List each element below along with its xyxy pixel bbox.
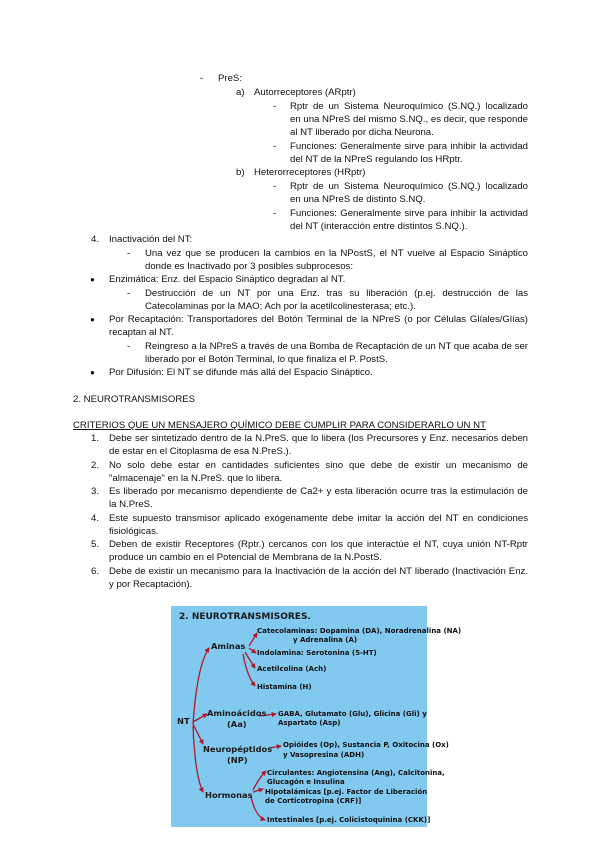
hormonas-item: Hipotalámicas [p.ej. Factor de Liberación <box>265 788 428 796</box>
group-hormonas: Hormonas <box>205 790 253 800</box>
group-aminoacidos-abbr: (Aa) <box>227 719 247 729</box>
criteria-item: Deben de existir Receptores (Rptr.) cercanos con los que interactúe el NT, cuya unión NT-Rptr produce un cambio en el Potencial de Membrana de la N.PostS. <box>109 539 528 563</box>
list-marker-b: b) <box>236 167 245 178</box>
bullet-marker: ● <box>90 315 95 324</box>
bullet-marker: ● <box>90 275 95 284</box>
aminoacidos-item: Aspartato (Asp) <box>278 719 341 727</box>
dash-marker: - <box>273 101 277 112</box>
inactivacion-desc: Una vez que se producen la cambios en la NPostS, el NT vuelve al Espacio Sináptico donde es Inactivado por 3 posibles subprocesos: <box>145 248 528 272</box>
criteria-title: CRITERIOS QUE UN MENSAJERO QUÍMICO DEBE CUMPLIR PARA CONSIDERARLO UN NT <box>73 420 486 431</box>
dash-marker: - <box>273 208 277 219</box>
bullet-difusion: Por Difusión: El NT se difunde más allá del Espacio Sináptico. <box>109 367 373 378</box>
criteria-item: Debe ser sintetizado dentro de la N.PreS. que lo libera (los Precursores y Enz. necesarios deben de estar en el Citoplasma de esa N.PreS.). <box>109 433 528 457</box>
autorreceptores-item-2: Funciones: Generalmente sirve para inhibir la actividad del NT de la NPreS regulando los HRptr. <box>290 141 528 165</box>
group-aminoacidos: Aminoácidos <box>207 708 267 718</box>
criteria-item: Es liberado por mecanismo dependiente de Ca2+ y esta liberación ocurre tras la estimulación de la N.PreS. <box>109 486 528 510</box>
arrow-to-aminoacidos <box>193 714 207 722</box>
group-neuropeptidos: Neuropéptidos <box>203 744 273 754</box>
hormonas-item: Intestinales [p.ej. Colicistoquinina (CKK)] <box>267 816 431 824</box>
aminas-item: Catecolaminas: Dopamina (DA), Noradrenalina (NA) <box>257 627 462 635</box>
arrow-hipotalamicas <box>253 789 263 792</box>
group-aminas: Aminas <box>211 641 246 651</box>
criteria-number: 5. <box>91 539 100 550</box>
bullet-enzimatica: Enzimática: Enz. del Espacio Sináptico degradan al NT. <box>109 274 346 285</box>
hormonas-item: de Corticotropina (CRF)] <box>265 797 362 805</box>
arrow-to-hormonas <box>193 726 203 792</box>
diagram-root-nt: NT <box>177 716 190 726</box>
hormonas-item: Glucagón e Insulina <box>267 778 345 786</box>
enzimatica-desc: Destrucción de un NT por una Enz. tras su liberación (p.ej. destrucción de las Catecolaminas por la MAO; Ach por la acetilcolinesterasa; etc.). <box>145 288 528 312</box>
list-number: 4. <box>91 234 100 245</box>
aminas-item: Acetilcolina (Ach) <box>257 665 327 673</box>
criteria-number: 1. <box>91 433 100 444</box>
neuropeptidos-item: Opióides (Op), Sustancia P, Oxitocina (Ox) <box>283 741 449 749</box>
criteria-number: 6. <box>91 566 100 577</box>
neurotransmitter-diagram <box>171 606 462 827</box>
dash-marker: - <box>273 181 277 192</box>
aminoacidos-item: GABA, Glutamato (Glu), Glicina (Gli) y <box>278 710 427 718</box>
hormonas-item: Circulantes: Angiotensina (Ang), Calcitonina, <box>267 769 445 777</box>
criteria-number: 4. <box>91 513 100 524</box>
neuropeptidos-item: y Vasopresina (ADH) <box>283 751 365 759</box>
arrow-catecolaminas <box>249 633 257 646</box>
autorreceptores-item-1: Rptr de un Sistema Neuroquímico (S.NQ.) localizado en una NPreS del mismo S.NQ., es decir, que responde al NT liberado por dicha Neurona. <box>290 101 528 138</box>
recaptacion-desc: Reingreso a la NPreS a través de una Bomba de Recaptación de un NT que acaba de ser liberado por el Botón Terminal, lo que finaliza el P. PostS. <box>145 341 528 365</box>
arrow-indolamina <box>249 648 256 653</box>
bullet-recaptacion: Por Recaptación: Transportadores del Botón Terminal de la NPreS (o por Células Glíales/Glías) recaptan al NT. <box>109 314 528 338</box>
inactivacion-title: Inactivación del NT: <box>109 234 193 245</box>
arrow-acetilcolina <box>245 652 255 668</box>
dash-marker: - <box>200 73 204 84</box>
list-marker-a: a) <box>236 87 245 98</box>
arrow-to-neuropeptidos <box>193 724 203 744</box>
section-heading: 2. NEUROTRANSMISORES <box>73 394 196 405</box>
criteria-item: Este supuesto transmisor aplicado exógenamente debe imitar la acción del NT en condiciones fisiológicas. <box>109 513 528 537</box>
group-neuropeptidos-abbr: (NP) <box>227 755 248 765</box>
heterorreceptores-item-1: Rptr de un Sistema Neuroquímico (S.NQ.) localizado en una NPreS de distinto S.NQ. <box>290 181 528 205</box>
dash-marker: - <box>273 141 277 152</box>
diagram-title: 2. NEUROTRANSMISORES. <box>179 612 311 622</box>
aminas-item: Histamina (H) <box>257 683 312 691</box>
dash-marker: - <box>127 248 131 259</box>
dash-marker: - <box>127 341 131 352</box>
pres-label: PreS: <box>218 73 242 84</box>
dash-marker: - <box>127 288 131 299</box>
criteria-number: 2. <box>91 460 100 471</box>
aminas-item: y Adrenalina (A) <box>293 636 358 644</box>
bullet-marker: ● <box>90 368 95 377</box>
aminas-item: Indolamina: Serotonina (5-HT) <box>257 649 377 657</box>
arrow-intestinales <box>251 796 265 820</box>
autorreceptores-title: Autorreceptores (ARptr) <box>254 87 356 98</box>
criteria-item: No solo debe estar en cantidades suficientes sino que debe de existir un mecanismo de "almacenaje" en la N.PreS. que lo libera. <box>109 460 528 484</box>
criteria-item: Debe de existir un mecanismo para la Inactivación de la acción del NT liberado (Inactivación Enz. y por Recaptación). <box>109 566 528 590</box>
heterorreceptores-item-2: Funciones: Generalmente sirve para inhibir la actividad del NT (interacción entre distintos S.NQ.). <box>290 208 528 232</box>
heterorreceptores-title: Heterorreceptores (HRptr) <box>254 167 366 178</box>
criteria-number: 3. <box>91 486 100 497</box>
